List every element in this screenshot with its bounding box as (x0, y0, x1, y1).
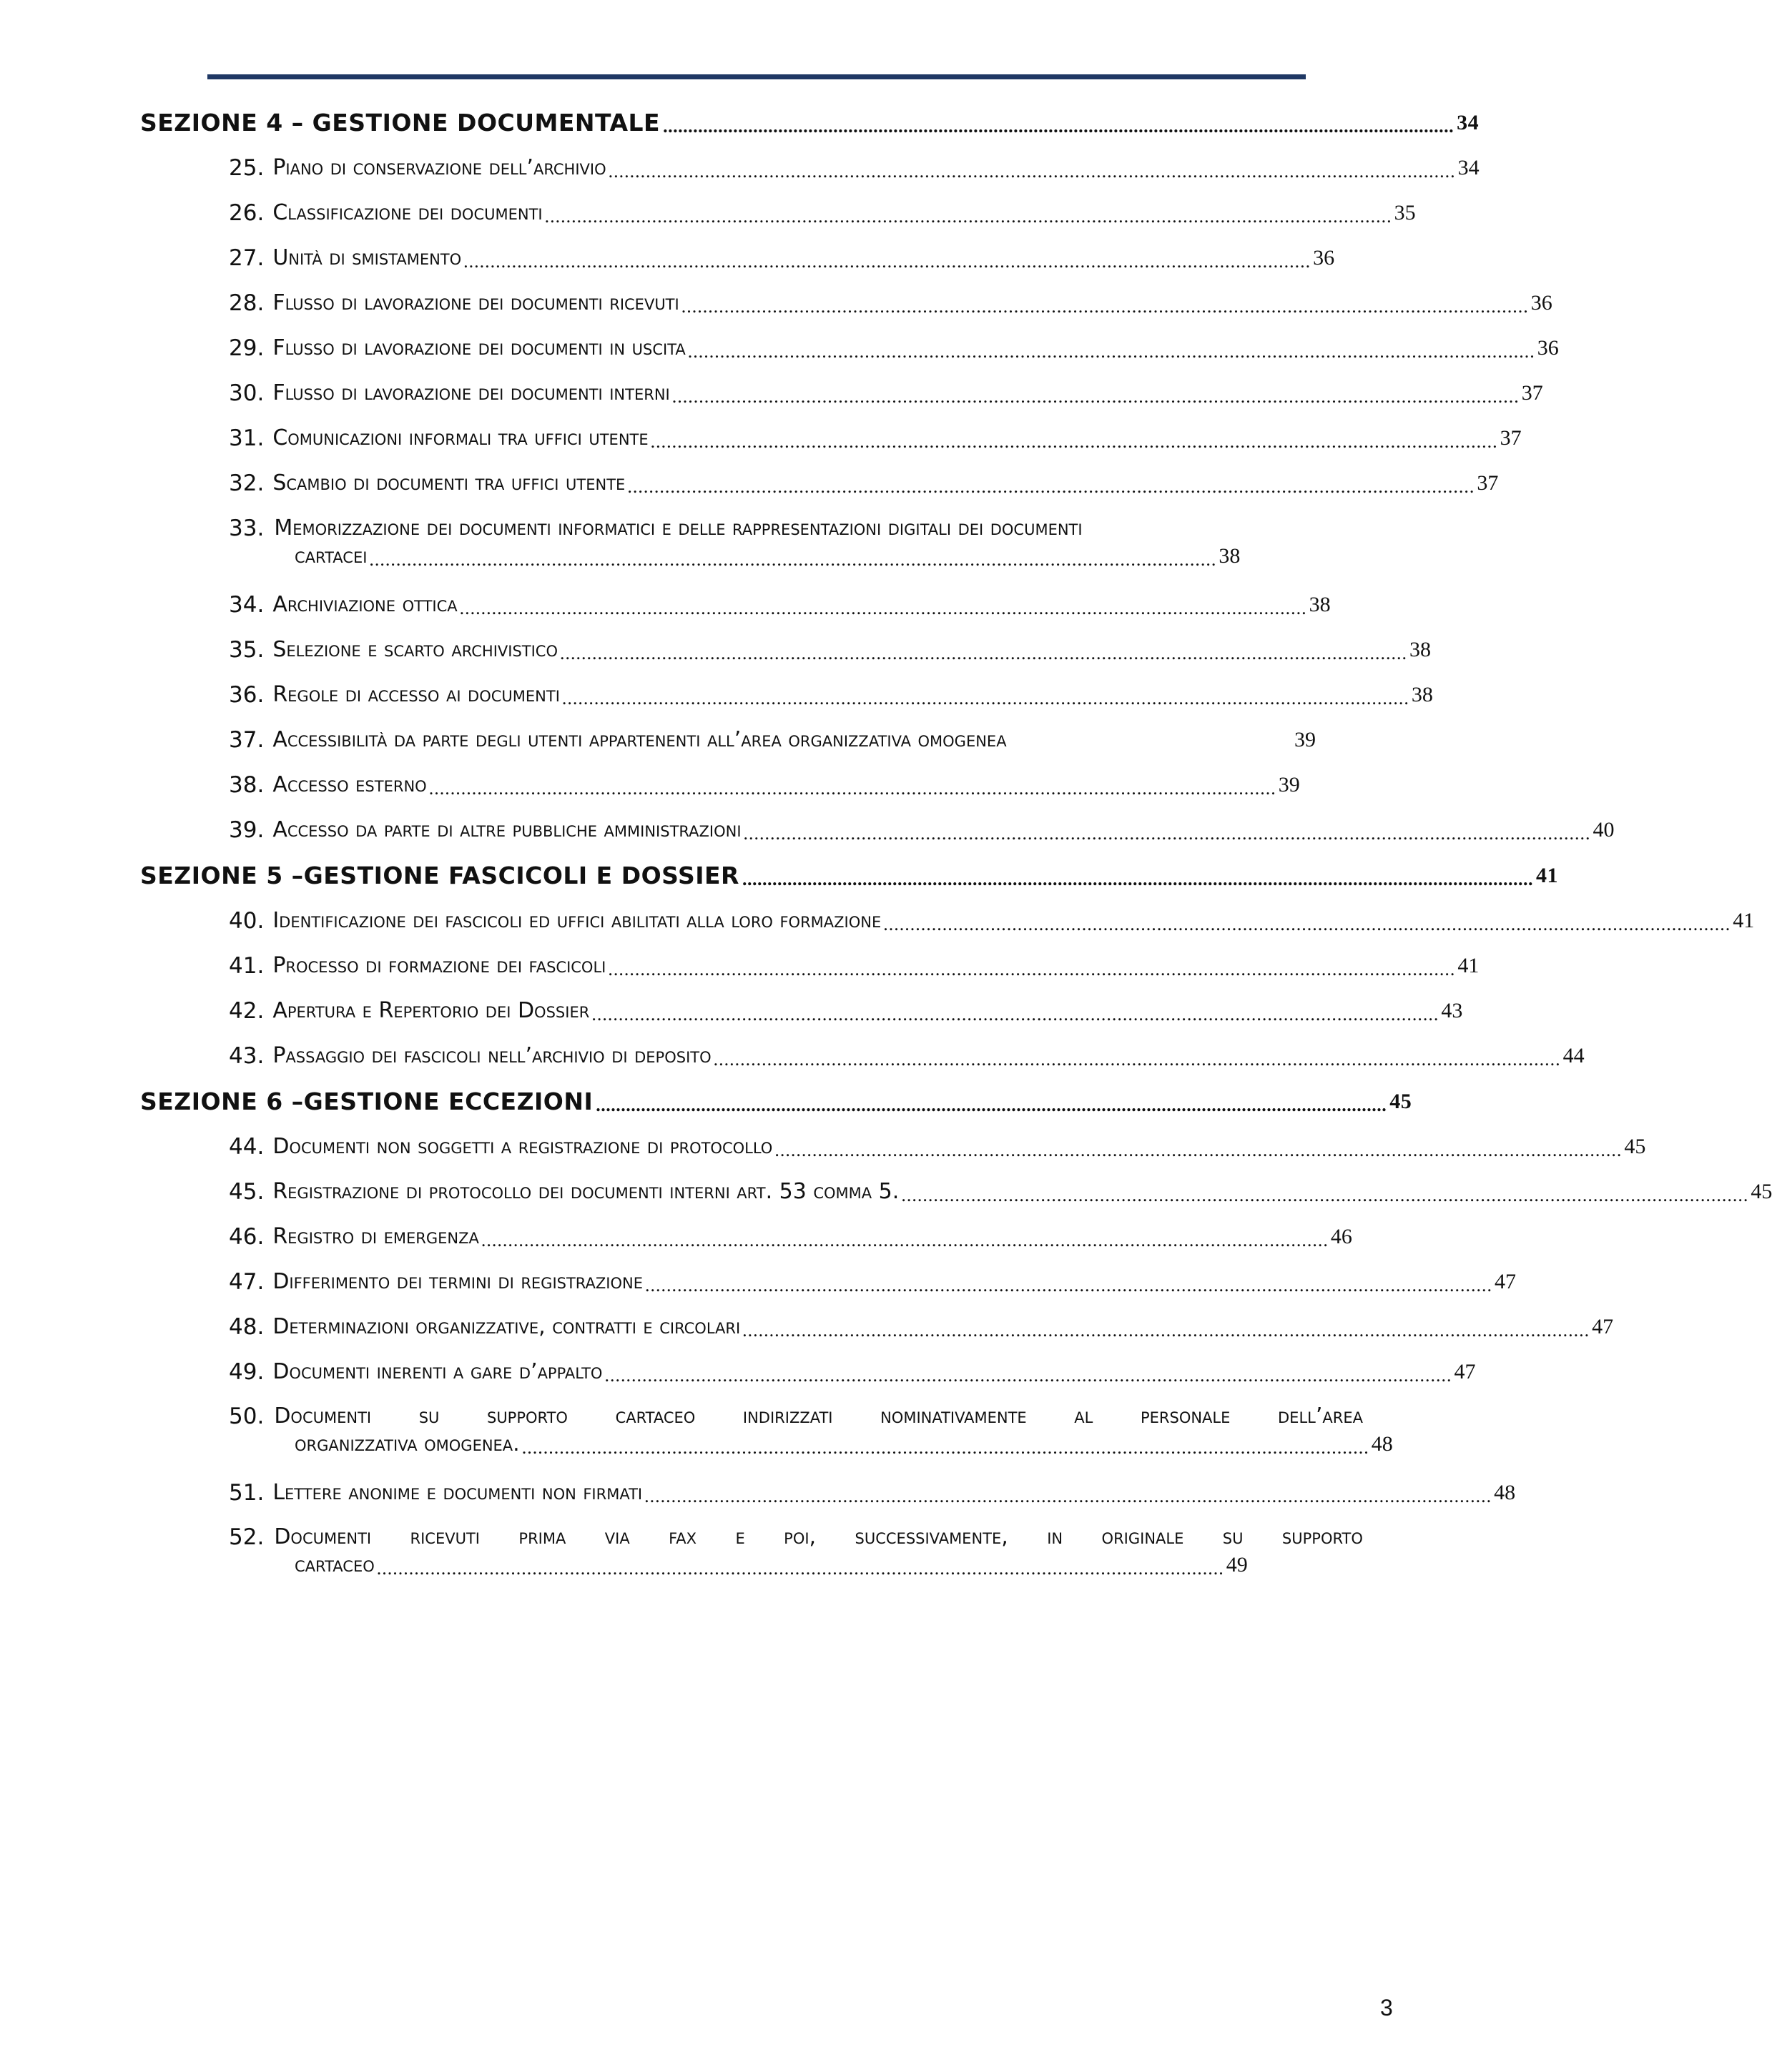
leader-dots: .............................................................................................................................................................. (521, 1437, 1369, 1458)
leader-dots: .............................................................................................................................................................. (742, 1320, 1590, 1341)
item-number: 27. (229, 245, 265, 271)
item-number: 41. (229, 953, 265, 979)
item-page: 37 (1500, 426, 1522, 450)
toc-section-5[interactable] (140, 862, 1558, 890)
leader-dots: .............................................................................................................................................................. (774, 1140, 1623, 1160)
item-page: 37 (1477, 471, 1499, 495)
item-number: 29. (229, 335, 265, 361)
item-page: 36 (1530, 291, 1552, 315)
title-word: originale (1101, 1524, 1184, 1549)
toc-item-46[interactable] (229, 1223, 1352, 1251)
toc-item-51[interactable] (229, 1479, 1516, 1507)
item-page: 44 (1562, 1044, 1585, 1067)
item-number: 35. (229, 637, 265, 663)
item-page: 49 (1226, 1553, 1248, 1577)
item-page: 39 (1294, 728, 1316, 751)
item-title: Accesso esterno (272, 772, 427, 797)
toc-item-41[interactable] (229, 952, 1480, 980)
item-title: Differimento dei termini di registrazione (272, 1269, 643, 1294)
leader-dots: .............................................................................................................................................................. (459, 598, 1307, 618)
toc-item-47[interactable] (229, 1268, 1516, 1296)
toc-item-52[interactable] (229, 1524, 1363, 1579)
item-title: Memorizzazione dei documenti informatici e delle rappresentazioni digitali dei documenti (274, 515, 1083, 541)
toc-section-4[interactable] (140, 109, 1480, 137)
leader-dots: .............................................................................................................................................................. (544, 206, 1392, 227)
leader-dots: .............................................................................................................................................................. (596, 1095, 1387, 1115)
title-word: Documenti (274, 1403, 372, 1429)
item-page: 38 (1309, 593, 1331, 616)
item-title: Lettere anonime e documenti non firmati (272, 1480, 643, 1505)
item-page: 37 (1521, 381, 1543, 405)
item-number: 30. (229, 380, 265, 406)
toc-item-43[interactable] (229, 1042, 1585, 1070)
title-word: supporto (486, 1403, 568, 1429)
title-word: fax (669, 1524, 697, 1549)
title-word: dell’area (1278, 1403, 1363, 1429)
item-page: 48 (1371, 1432, 1393, 1456)
item-title-continued: cartaceo (295, 1552, 375, 1577)
toc-item-25[interactable] (229, 154, 1480, 182)
title-word: in (1047, 1524, 1063, 1549)
toc-item-48[interactable] (229, 1313, 1614, 1341)
section-title: SEZIONE 5 –GESTIONE FASCICOLI E DOSSIER (140, 862, 739, 889)
toc-item-44[interactable] (229, 1133, 1646, 1161)
toc-item-34[interactable] (229, 591, 1331, 619)
toc-item-32[interactable] (229, 469, 1499, 498)
item-title: Identificazione dei fascicoli ed uffici abilitati alla loro formazione (272, 908, 882, 933)
leader-dots: .............................................................................................................................................................. (644, 1486, 1492, 1506)
title-word: e (735, 1524, 745, 1549)
item-title (274, 1524, 1363, 1551)
item-title: Passaggio dei fascicoli nell’archivio di deposito (272, 1043, 712, 1068)
toc-item-50[interactable] (229, 1403, 1393, 1459)
leader-dots: .............................................................................................................................................................. (742, 869, 1533, 889)
title-word: nominativamente (880, 1403, 1027, 1429)
item-page: 43 (1441, 999, 1463, 1022)
item-number: 46. (229, 1224, 265, 1250)
item-number: 49. (229, 1359, 265, 1385)
item-title: Registro di emergenza (272, 1224, 479, 1249)
title-word: successivamente, (855, 1524, 1008, 1549)
item-page: 38 (1409, 638, 1431, 661)
title-word: supporto (1281, 1524, 1363, 1549)
section-title: SEZIONE 4 – GESTIONE DOCUMENTALE (140, 109, 661, 137)
toc-item-45[interactable] (229, 1178, 1772, 1206)
item-title: Flusso di lavorazione dei documenti ricevuti (272, 290, 679, 315)
item-title: Regole di accesso ai documenti (272, 682, 560, 707)
item-title: Accesso da parte di altre pubbliche amministrazioni (272, 817, 742, 842)
item-title: Determinazioni organizzative, contratti e circolari (272, 1314, 741, 1339)
item-number: 39. (229, 817, 265, 843)
item-page: 46 (1330, 1225, 1352, 1248)
item-title: Comunicazioni informali tra uffici utente (272, 425, 649, 450)
leader-dots: .............................................................................................................................................................. (560, 643, 1407, 663)
title-word: cartaceo (615, 1403, 696, 1429)
item-page: 36 (1537, 336, 1559, 360)
leader-dots: .............................................................................................................................................................. (687, 341, 1535, 362)
toc-item-39[interactable] (229, 816, 1615, 844)
item-page: 40 (1593, 818, 1615, 842)
item-title: Apertura e Repertorio dei Dossier (272, 998, 590, 1023)
leader-dots: .............................................................................................................................................................. (883, 914, 1731, 934)
title-word: prima (518, 1524, 566, 1549)
leader-dots: .............................................................................................................................................................. (645, 1275, 1492, 1296)
item-title: Unità di smistamento (272, 245, 462, 270)
toc-item-27[interactable] (229, 244, 1335, 272)
item-page: 38 (1411, 683, 1433, 706)
title-word: su (418, 1403, 440, 1429)
item-title: Documenti inerenti a gare d’appalto (272, 1359, 603, 1384)
title-word: Documenti (274, 1524, 372, 1549)
toc-item-29[interactable] (229, 334, 1559, 362)
item-title-continued: organizzativa omogenea. (295, 1431, 520, 1456)
item-number: 48. (229, 1314, 265, 1340)
item-page: 38 (1219, 544, 1241, 568)
leader-dots: .............................................................................................................................................................. (428, 778, 1276, 799)
title-word: via (604, 1524, 630, 1549)
item-title: Registrazione di protocollo dei documenti interni art. 53 comma 5. (272, 1179, 900, 1204)
item-number: 40. (229, 908, 265, 934)
toc-item-37[interactable] (229, 726, 1316, 754)
leader-dots: .............................................................................................................................................................. (604, 1365, 1452, 1386)
item-title (274, 1403, 1363, 1430)
item-number: 37. (229, 727, 265, 753)
item-page: 35 (1394, 201, 1416, 225)
item-number: 42. (229, 998, 265, 1024)
item-number: 31. (229, 425, 265, 451)
leader-dots: .............................................................................................................................................................. (627, 476, 1475, 497)
title-word: indirizzati (742, 1403, 833, 1429)
item-page: 41 (1457, 954, 1480, 977)
item-number: 45. (229, 1179, 265, 1205)
title-word: ricevuti (410, 1524, 480, 1549)
item-number: 50. (229, 1403, 265, 1429)
item-title: Documenti non soggetti a registrazione di protocollo (272, 1134, 773, 1159)
item-number: 25. (229, 155, 265, 181)
item-page: 34 (1457, 156, 1480, 179)
item-title: Piano di conservazione dell’archivio (272, 155, 606, 180)
leader-dots: .............................................................................................................................................................. (608, 161, 1456, 182)
title-word: personale (1140, 1403, 1231, 1429)
leader-dots: .............................................................................................................................................................. (713, 1049, 1561, 1070)
leader-dots: .............................................................................................................................................................. (650, 431, 1498, 452)
section-page: 41 (1535, 864, 1558, 887)
toc-item-31[interactable] (229, 424, 1522, 453)
item-title-continued: cartacei (295, 543, 368, 568)
item-page: 48 (1494, 1481, 1516, 1504)
item-page: 47 (1495, 1270, 1516, 1293)
toc-item-33[interactable] (229, 515, 1363, 571)
item-title: Archiviazione ottica (272, 592, 458, 617)
item-page: 39 (1278, 773, 1300, 796)
toc-item-36[interactable] (229, 681, 1433, 709)
item-number: 47. (229, 1269, 265, 1295)
item-number: 28. (229, 290, 265, 316)
item-page: 47 (1454, 1360, 1476, 1383)
toc-section-6[interactable] (140, 1087, 1412, 1116)
item-page: 45 (1751, 1180, 1772, 1203)
item-title: Selezione e scarto archivistico (272, 637, 558, 662)
item-page: 47 (1592, 1315, 1614, 1338)
leader-dots: .............................................................................................................................................................. (376, 1558, 1224, 1579)
item-page: 36 (1313, 246, 1335, 270)
toc-item-30[interactable] (229, 379, 1543, 408)
leader-dots: .............................................................................................................................................................. (481, 1230, 1329, 1250)
item-title: Flusso di lavorazione dei documenti in uscita (272, 335, 686, 360)
item-number: 33. (229, 515, 265, 541)
leader-dots: .............................................................................................................................................................. (463, 251, 1311, 272)
item-title: Processo di formazione dei fascicoli (272, 953, 606, 978)
title-word: su (1222, 1524, 1244, 1549)
toc-item-40[interactable] (229, 907, 1755, 935)
leader-dots: .............................................................................................................................................................. (369, 549, 1217, 570)
page-number: 3 (1380, 1995, 1393, 2021)
item-number: 52. (229, 1524, 265, 1550)
leader-dots: .............................................................................................................................................................. (743, 823, 1591, 844)
toc-item-35[interactable] (229, 636, 1431, 664)
item-page: 45 (1624, 1135, 1646, 1158)
leader-dots: .............................................................................................................................................................. (681, 296, 1529, 317)
leader-dots: .............................................................................................................................................................. (608, 959, 1456, 980)
item-page: 41 (1733, 909, 1755, 932)
leader-dots: .............................................................................................................................................................. (591, 1004, 1439, 1025)
item-title: Flusso di lavorazione dei documenti interni (272, 380, 670, 405)
item-number: 43. (229, 1043, 265, 1069)
item-number: 32. (229, 470, 265, 496)
item-number: 38. (229, 772, 265, 798)
item-title: Classificazione dei documenti (272, 200, 543, 225)
leader-dots: .............................................................................................................................................................. (663, 116, 1454, 137)
item-title: Accessibilità da parte degli utenti appartenenti all’area organizzativa omogenea (272, 727, 1007, 752)
toc-item-49[interactable] (229, 1358, 1476, 1386)
toc-item-28[interactable] (229, 289, 1552, 317)
toc-item-42[interactable] (229, 997, 1463, 1025)
item-number: 34. (229, 592, 265, 618)
title-word: al (1074, 1403, 1093, 1429)
leader-dots: .............................................................................................................................................................. (671, 386, 1520, 407)
section-page: 45 (1389, 1090, 1412, 1113)
item-number: 36. (229, 682, 265, 708)
item-number: 26. (229, 200, 265, 226)
item-number: 51. (229, 1480, 265, 1506)
item-number: 44. (229, 1134, 265, 1160)
section-page: 34 (1457, 111, 1480, 134)
section-title: SEZIONE 6 –GESTIONE ECCEZIONI (140, 1087, 594, 1115)
leader-dots: .............................................................................................................................................................. (901, 1185, 1749, 1205)
title-word: poi, (784, 1524, 817, 1549)
leader-dots: .............................................................................................................................................................. (561, 688, 1409, 709)
item-title: Scambio di documenti tra uffici utente (272, 470, 626, 495)
toc-item-26[interactable] (229, 199, 1416, 227)
toc-item-38[interactable] (229, 771, 1300, 799)
